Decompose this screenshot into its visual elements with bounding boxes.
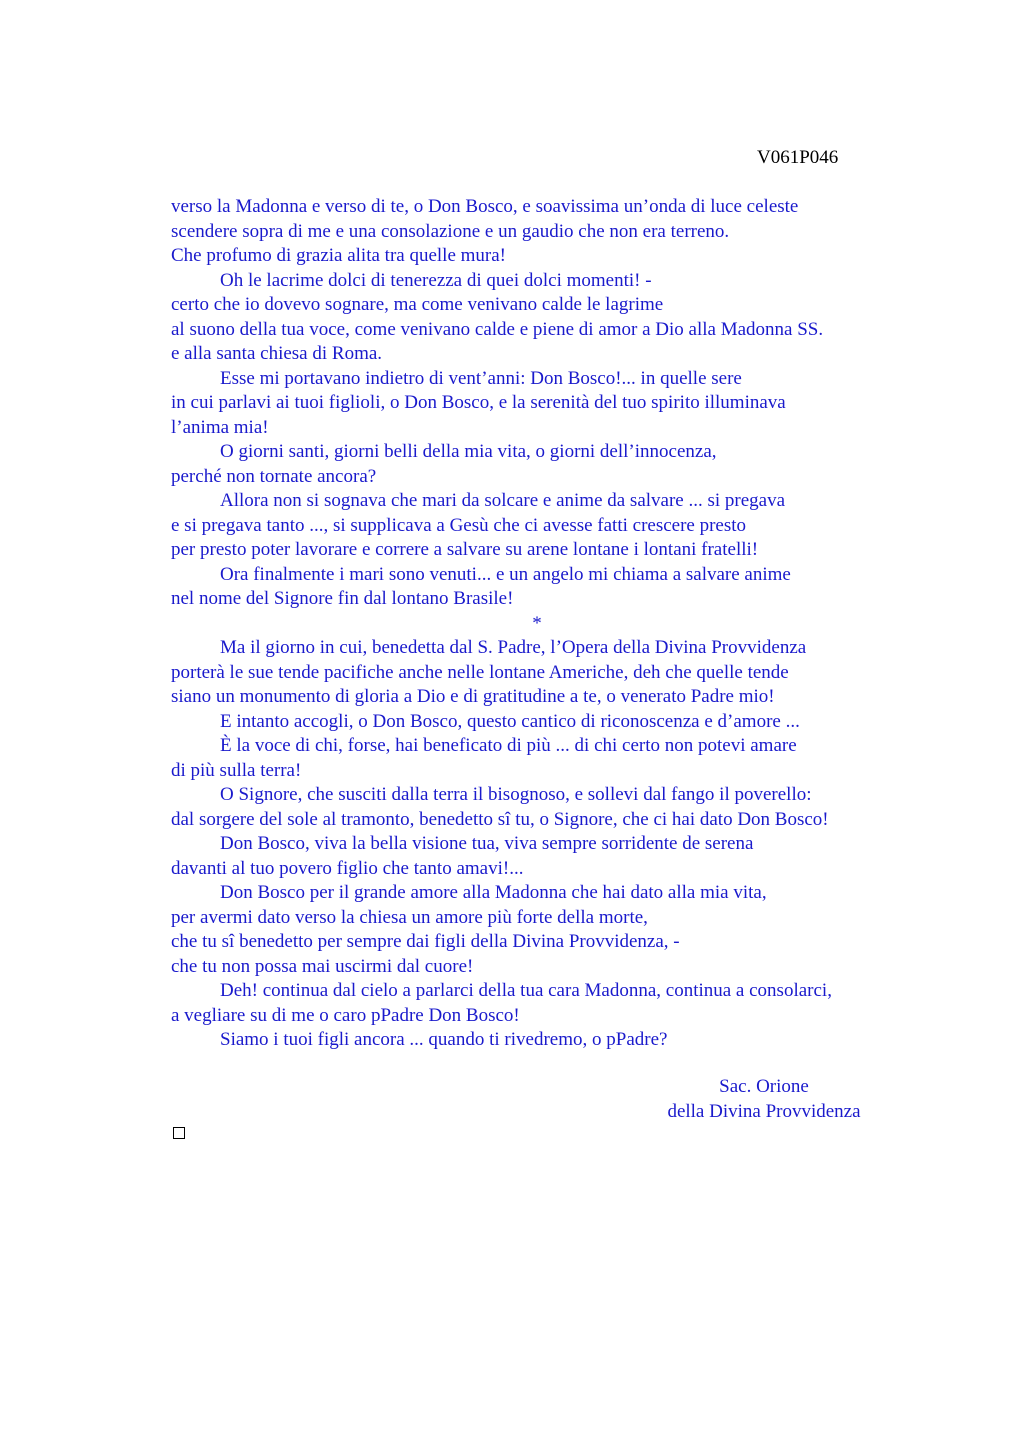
end-of-text-box-icon: [173, 1127, 185, 1139]
text-line: e alla santa chiesa di Roma.: [171, 343, 383, 364]
text-line: porterà le sue tende pacifiche anche nelle lontane Americhe, deh che quelle tende: [171, 661, 789, 683]
text-line: siano un monumento di gloria a Dio e di gratitudine a te, o venerato Padre mio!: [171, 686, 775, 707]
text-line: perché non tornate ancora?: [171, 465, 377, 487]
text-line: per presto poter lavorare e correre a salvare su arene lontane i lontani fratelli!: [171, 539, 759, 560]
text-line: Ma il giorno in cui, benedetta dal S. Padre, l’Opera della Divina Provvidenza: [220, 637, 807, 658]
text-line: certo che io dovevo sognare, ma come venivano calde le lagrime: [171, 294, 664, 315]
text-line: davanti al tuo povero figlio che tanto amavi!...: [171, 857, 524, 879]
text-line: Siamo i tuoi figli ancora ... quando ti rivedremo, o pPadre?: [220, 1029, 668, 1050]
text-line: O Signore, che susciti dalla terra il bisognoso, e sollevi dal fango il poverello:: [220, 784, 812, 805]
text-line: verso la Madonna e verso di te, o Don Bosco, e soavissima un’onda di luce celeste: [171, 196, 799, 217]
text-line: nel nome del Signore fin dal lontano Brasile!: [171, 588, 514, 609]
text-line: dal sorgere del sole al tramonto, benedetto sî tu, o Signore, che ci hai dato Don Bosco!: [171, 808, 829, 830]
signature-block: [658, 1075, 870, 1124]
signature-affiliation: della Divina Provvidenza: [667, 1100, 861, 1122]
letter-body: [171, 195, 911, 1053]
signature-name: Sac. Orione: [719, 1076, 809, 1097]
text-line: Oh le lacrime dolci di tenerezza di quei dolci momenti! -: [220, 269, 652, 291]
text-line: scendere sopra di me e una consolazione e un gaudio che non era terreno.: [171, 220, 730, 242]
text-line: l’anima mia!: [171, 416, 269, 438]
text-line: che tu sî benedetto per sempre dai figli della Divina Provvidenza, -: [171, 931, 680, 952]
text-line: di più sulla terra!: [171, 759, 302, 781]
text-line: Don Bosco per il grande amore alla Madonna che hai dato alla mia vita,: [220, 882, 767, 903]
text-line: al suono della tua voce, come venivano calde e piene di amor a Dio alla Madonna SS.: [171, 318, 824, 340]
text-line: È la voce di chi, forse, hai beneficato di più ... di chi certo non potevi amare: [220, 735, 797, 756]
page-reference-code: V061P046: [757, 147, 839, 168]
text-line: Don Bosco, viva la bella visione tua, viva sempre sorridente de serena: [220, 833, 754, 854]
text-line: Ora finalmente i mari sono venuti... e un angelo mi chiama a salvare anime: [220, 563, 791, 585]
text-line: Che profumo di grazia alita tra quelle mura!: [171, 245, 507, 266]
text-line: Deh! continua dal cielo a parlarci della tua cara Madonna, continua a consolarci,: [220, 980, 832, 1001]
text-line: in cui parlavi ai tuoi figlioli, o Don Bosco, e la serenità del tuo spirito illuminava: [171, 392, 786, 413]
text-line: per avermi dato verso la chiesa un amore più forte della morte,: [171, 906, 648, 928]
text-line: O giorni santi, giorni belli della mia vita, o giorni dell’innocenza,: [220, 441, 717, 462]
text-line: Allora non si sognava che mari da solcare e anime da salvare ... si pregava: [220, 490, 786, 511]
text-line: a vegliare su di me o caro pPadre Don Bosco!: [171, 1004, 520, 1026]
text-line: E intanto accogli, o Don Bosco, questo cantico di riconoscenza e d’amore ...: [220, 710, 800, 732]
text-line: Esse mi portavano indietro di vent’anni: Don Bosco!... in quelle sere: [220, 367, 742, 389]
text-line: che tu non possa mai uscirmi dal cuore!: [171, 955, 474, 977]
text-line: e si pregava tanto ..., si supplicava a Gesù che ci avesse fatti crescere presto: [171, 514, 747, 536]
section-separator: *: [532, 612, 542, 634]
